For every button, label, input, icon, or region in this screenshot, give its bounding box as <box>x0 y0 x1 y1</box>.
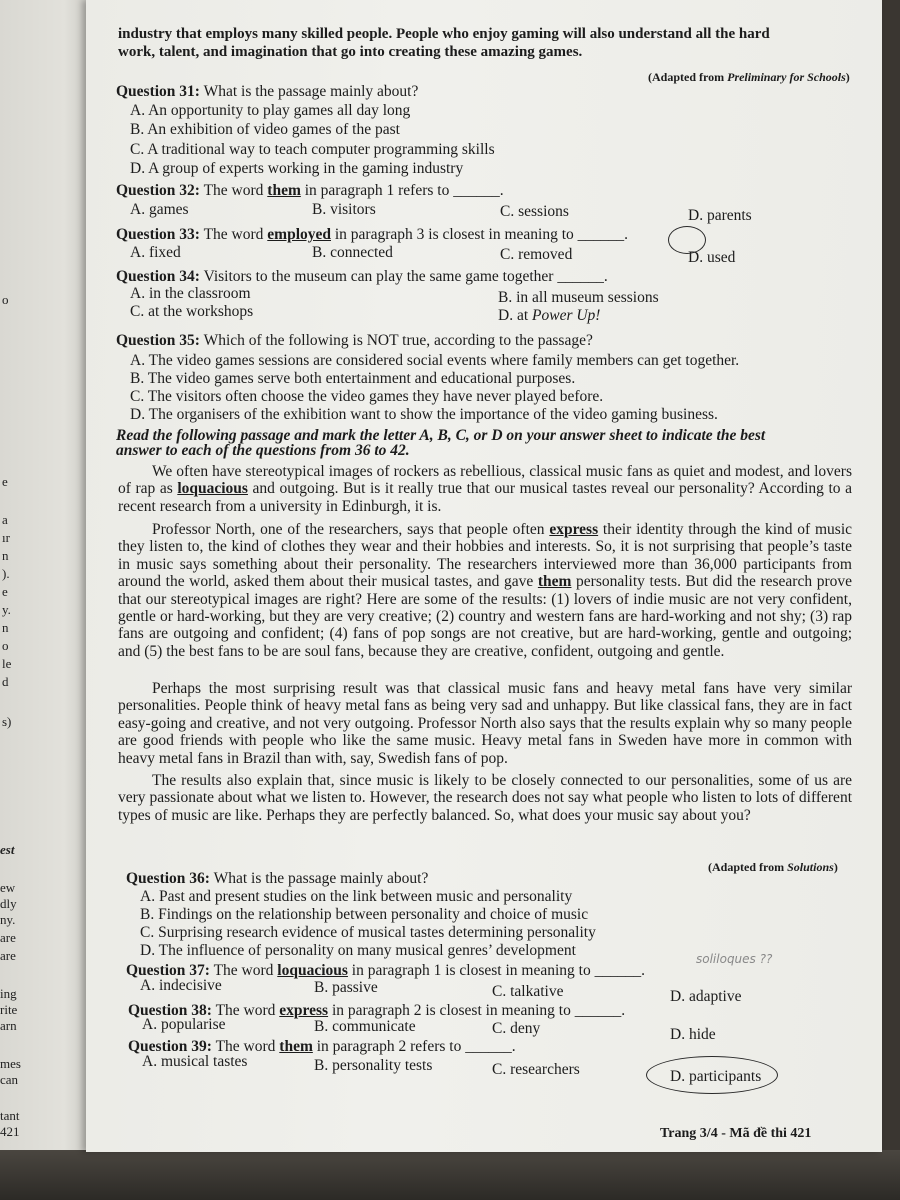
fragment: ny. <box>0 912 16 927</box>
exam-page <box>86 0 882 1152</box>
option-38c: C. deny <box>492 1020 541 1037</box>
option-33d: D. used <box>688 249 736 266</box>
question-32: Question 32: The word them in paragraph 1 refers to ______. <box>116 182 504 199</box>
adjacent-page-edge <box>0 0 92 1160</box>
option-35b: B. The video games serve both entertainment and educational purposes. <box>130 370 576 387</box>
option-31a: A. An opportunity to play games all day long <box>130 102 411 119</box>
option-37b: B. passive <box>314 979 378 996</box>
option-34a: A. in the classroom <box>130 285 251 302</box>
source-credit: (Adapted from Solutions) <box>708 860 838 874</box>
fragment: are <box>0 930 16 945</box>
fragment: arn <box>0 1018 17 1033</box>
source-credit: (Adapted from Preliminary for Schools) <box>648 70 850 84</box>
option-39b: B. personality tests <box>314 1057 433 1074</box>
fragment: o <box>2 292 9 307</box>
option-36b: B. Findings on the relationship between personality and choice of music <box>140 906 589 923</box>
fragment: ew <box>0 880 16 895</box>
option-39d: D. participants <box>670 1068 762 1085</box>
fragment: ır <box>2 530 10 545</box>
option-39c: C. researchers <box>492 1061 580 1078</box>
option-38b: B. communicate <box>314 1018 416 1035</box>
passage-paragraph-4: The results also explain that, since music is likely to be closely connected to our personalities, some of us are very passionate about what we listen to. However, the research does not say what people who listen to lots of different types of music are like. Perhaps they are perfectly balanced. So, what does your music say about you? <box>118 772 852 824</box>
question-31: Question 31: What is the passage mainly about? <box>116 83 419 100</box>
question-33: Question 33: The word employed in paragraph 3 is closest in meaning to ______. <box>116 226 629 243</box>
passage-paragraph-1: We often have stereotypical images of rockers as rebellious, classical music fans as quiet and modest, and lovers of rap as loquacious and outgoing. But is it really true that our musical tastes reveal our personality? According to a recent research from a university in Edinburgh, it is. <box>118 463 852 515</box>
instruction: Read the following passage and mark the letter A, B, C, or D on your answer sheet to indicate the best <box>116 427 766 444</box>
fragment: y. <box>2 602 11 617</box>
option-39a: A. musical tastes <box>142 1053 248 1070</box>
option-34d: D. at Power Up! <box>498 307 601 324</box>
fragment: can <box>0 1072 19 1087</box>
fragment: d <box>2 674 9 689</box>
option-36c: C. Surprising research evidence of musical tastes determining personality <box>140 924 596 941</box>
fragment: s) <box>2 714 12 729</box>
page-footer: Trang 3/4 - Mã đề thi 421 <box>660 1126 812 1141</box>
option-32d: D. parents <box>688 207 752 224</box>
option-32c: C. sessions <box>500 203 569 220</box>
option-34b: B. in all museum sessions <box>498 289 659 306</box>
question-34: Question 34: Visitors to the museum can play the same game together ______. <box>116 268 608 285</box>
option-31c: C. A traditional way to teach computer programming skills <box>130 141 495 158</box>
option-36a: A. Past and present studies on the link between music and personality <box>140 888 573 905</box>
instruction: answer to each of the questions from 36 to 42. <box>116 442 410 459</box>
option-33c: C. removed <box>500 246 573 263</box>
intro-line: work, talent, and imagination that go into creating these amazing games. <box>118 44 583 60</box>
fragment: ing <box>0 986 17 1001</box>
option-34c: C. at the workshops <box>130 303 254 320</box>
fragment: e <box>2 474 8 489</box>
option-36d: D. The influence of personality on many musical genres’ development <box>140 942 576 959</box>
option-37d: D. adaptive <box>670 988 742 1005</box>
option-35d: D. The organisers of the exhibition want to show the importance of the video gaming business. <box>130 406 718 423</box>
fragment: o <box>2 638 9 653</box>
option-33a: A. fixed <box>130 244 181 261</box>
fragment: 421 <box>0 1124 20 1139</box>
option-38a: A. popularise <box>142 1016 226 1033</box>
fragment: n <box>2 620 9 635</box>
fragment: tant <box>0 1108 20 1123</box>
fragment: e <box>2 584 8 599</box>
question-36: Question 36: What is the passage mainly about? <box>126 870 429 887</box>
option-32b: B. visitors <box>312 201 376 218</box>
option-31b: B. An exhibition of video games of the past <box>130 121 400 138</box>
option-35a: A. The video games sessions are considered social events where family members can get together. <box>130 352 740 369</box>
question-39: Question 39: The word them in paragraph 2 refers to ______. <box>128 1038 516 1055</box>
table-surface <box>0 1150 900 1200</box>
option-33b: B. connected <box>312 244 393 261</box>
fragment: le <box>2 656 12 671</box>
option-32a: A. games <box>130 201 189 218</box>
option-37a: A. indecisive <box>140 977 222 994</box>
fragment: n <box>2 548 9 563</box>
passage-paragraph-3: Perhaps the most surprising result was that classical music fans and heavy metal fans have very similar personalities. People think of heavy metal fans as being very sad and unhappy. But like classical fans, they are in fact easy-going and creative, and not very outgoing. Professor North also says that the results explain why so many people are good friends with people who like the same music. Heavy metal fans in Sweden have more in common with heavy metal fans in Brazil than with, say, Swedish fans of pop. <box>118 680 852 767</box>
option-37c: C. talkative <box>492 983 564 1000</box>
option-31d: D. A group of experts working in the gaming industry <box>130 160 464 177</box>
fragment: mes <box>0 1056 21 1071</box>
pen-circle-mark <box>668 226 706 254</box>
fragment: dly <box>0 896 17 911</box>
pen-circle-mark <box>646 1056 778 1094</box>
question-35: Question 35: Which of the following is NOT true, according to the passage? <box>116 332 593 349</box>
intro-line: industry that employs many skilled people. People who enjoy gaming will also understand all the hard <box>118 26 770 42</box>
fragment: est <box>0 842 15 857</box>
option-35c: C. The visitors often choose the video games they have never played before. <box>130 388 604 405</box>
passage-paragraph-2: Professor North, one of the researchers, says that people often express their identity through the kind of music they listen to, the kind of clothes they wear and their hobbies and interests. So, it is not surprising that people’s taste in music says something about their personality. The researchers interviewed more than 36,000 participants from around the world, asked them about their musical tastes, and gave them personality tests. But did the research prove that our stereotypical images are right? Here are some of the results: (1) lovers of indie music are not very confident, gentle or hard-working, but they are very creative; (2) country and western fans are hard-working and not shy; (3) rap fans are outgoing and confident; (4) fans of pop songs are not creative, but are hard-working, gentle and outgoing; and (5) the best fans to be are soul fans, because they are creative, confident, outgoing and gentle. <box>118 521 853 660</box>
question-38: Question 38: The word express in paragraph 2 is closest in meaning to ______. <box>128 1002 626 1019</box>
fragment: ). <box>2 566 10 581</box>
option-38d: D. hide <box>670 1026 716 1043</box>
fragment: rite <box>0 1002 18 1017</box>
question-37: Question 37: The word loquacious in paragraph 1 is closest in meaning to ______. <box>126 962 645 979</box>
handwritten-note: soliloques ?? <box>696 952 773 966</box>
fragment: a <box>2 512 8 527</box>
fragment: are <box>0 948 16 963</box>
